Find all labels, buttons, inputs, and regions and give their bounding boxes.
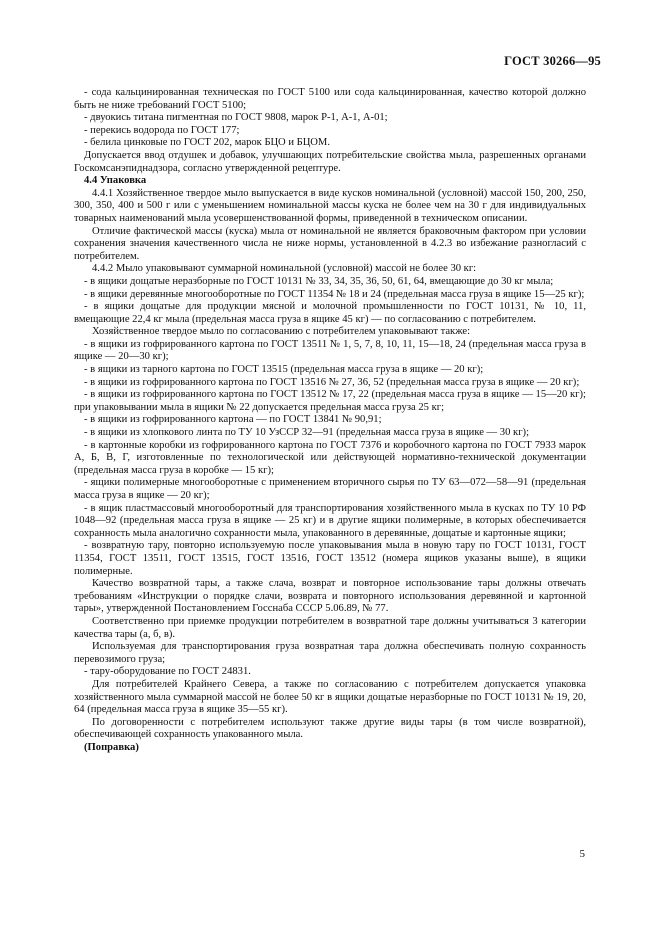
paragraph: - в ящики из гофрированного картона по ГОСТ 13516 № 27, 36, 52 (предельная масса груза в ящике — 20 кг);	[84, 376, 580, 388]
paragraph: Хозяйственное твердое мыло по согласованию с потребителем упаковывают также:	[92, 326, 471, 338]
section-heading: 4.4 Упаковка	[84, 175, 147, 187]
paragraph: - двуокись титана пигментная по ГОСТ 9808, марок Р-1, А-1, А-01;	[84, 112, 388, 124]
paragraph: - ящики полимерные многооборотные с применением вторичного сырья по ТУ 63—072—58—91 (предельная масса груза в ящике — 20 кг);	[74, 477, 586, 501]
paragraph: Допускается ввод отдушек и добавок, улучшающих потребительские свойства мыла, разрешенных органами Госкомсанэпиднадзора, согласно утвержденной рецептуре.	[74, 149, 586, 174]
paragraph: Качество возвратной тары, а также слача, возврат и повторное использование тары должны отвечать требованиям «Инструкции о порядке слачи, возврата и повторного использования деревянной и картонной тары», утвержденной Постановлением Госснаба СССР 5.06.89, № 77.	[74, 578, 586, 615]
paragraph: - перекись водорода по ГОСТ 177;	[84, 124, 240, 136]
document-body	[74, 87, 586, 754]
paragraph: - в ящики деревянные многооборотные по ГОСТ 11354 № 18 и 24 (предельная масса груза в ящике 15—25 кг);	[84, 288, 585, 300]
paragraph: - тару-оборудование по ГОСТ 24831.	[84, 666, 251, 678]
paragraph: - в ящик пластмассовый многооборотный для транспортирования хозяйственного мыла в кусках по ТУ 10 РФ 1048—92 (предельная масса груза в ящике — 25 кг) и в другие ящики полимерные, в которых обеспечивается сохранность мыла аналогично сохранности мыла, упакованного в деревянные, дощатые и картонные ящики;	[74, 502, 586, 539]
paragraph: - возвратную тару, повторно используемую после упаковывания мыла в новую тару по ГОСТ 10131, ГОСТ 11354, ГОСТ 13511, ГОСТ 13515, ГОСТ 13516, ГОСТ 13512 (номера ящиков указаны выше), в ящики полимерные.	[74, 540, 586, 577]
paragraph: - в ящики из тарного картона по ГОСТ 13515 (предельная масса груза в ящике — 20 кг);	[84, 364, 484, 376]
paragraph: Используемая для транспортирования груза возвратная тара должна обеспечивать полную сохранность перевозимого груза;	[74, 641, 586, 665]
paragraph: Отличие фактической массы (куска) мыла от номинальной не является браковочным фактором при условии сохранения значения качественного числа не ниже нормы, установленной в 4.2.3 во избежание разногласий с потребителем.	[74, 225, 586, 262]
paragraph: - в ящики из гофрированного картона по ГОСТ 13511 № 1, 5, 7, 8, 10, 11, 15—18, 24 (предельная масса груза в ящике — 20—30 кг);	[74, 338, 586, 363]
paragraph: - сода кальцинированная техническая по ГОСТ 5100 или сода кальцинированная, качество которой должно быть не ниже требований ГОСТ 5100;	[74, 87, 586, 111]
paragraph: - белила цинковые по ГОСТ 202, марок БЦО и БЦОМ.	[84, 137, 330, 149]
page-number: 5	[579, 848, 585, 860]
section-heading: (Поправка)	[84, 741, 139, 753]
paragraph: 4.4.1 Хозяйственное твердое мыло выпускается в виде кусков номинальной (условной) массой 150, 200, 250, 300, 350, 400 и 500 г или с уменьшением номинальной массы куска не более чем на 30 г для индивидуальных товарных наименований мыла усовершенствованной формы, приведенной в техническом описании.	[74, 187, 586, 224]
paragraph: - в ящики дощатые неразборные по ГОСТ 10131 № 33, 34, 35, 36, 50, 61, 64, вмещающие до 30 кг мыла;	[84, 275, 554, 287]
paragraph: Для потребителей Крайнего Севера, а также по согласованию с потребителем допускается упаковка хозяйственного мыла суммарной массой не более 50 кг в ящики дощатые неразборные по ГОСТ 10131 № 19, 20, 64 (предельная масса груза в ящике 35—55 кг).	[74, 678, 586, 716]
paragraph: - в ящики из гофрированного картона — по ГОСТ 13841 № 90,91;	[84, 414, 382, 426]
paragraph: 4.4.2 Мыло упаковывают суммарной номинальной (условной) массой не более 30 кг:	[92, 263, 477, 275]
paragraph: По договоренности с потребителем используют также другие виды тары (в том числе возвратной), обеспечивающей сохранность упакованного мыла.	[74, 716, 586, 741]
document-header: ГОСТ 30266—95	[504, 54, 601, 68]
paragraph: - в ящики из гофрированного картона по ГОСТ 13512 № 17, 22 (предельная масса груза в ящике — 15—20 кг); при упаковывании мыла в ящики № 22 допускается предельная масса груза 25 кг;	[74, 389, 586, 413]
paragraph: - в ящики из хлопкового линта по ТУ 10 УзССР 32—91 (предельная масса груза в ящике — 30 кг);	[84, 427, 530, 439]
paragraph: Соответственно при приемке продукции потребителем в возвратной таре должны учитываться 3 категории качества тары (а, б, в).	[74, 615, 586, 640]
paragraph: - в картонные коробки из гофрированного картона по ГОСТ 7376 и коробочного картона по ГОСТ 7933 марок А, Б, В, Г, изготовленные по технологической или действующей нормативно-технической документации (предельная масса груза в коробке — 15 кг);	[74, 439, 586, 476]
paragraph: - в ящики дощатые для продукции мясной и молочной промышленности по ГОСТ 10131, № 10, 11, вмещающие 22,4 кг мыла (предельная масса груза в ящике 45 кг) — по согласованию с потребителем.	[74, 301, 586, 325]
